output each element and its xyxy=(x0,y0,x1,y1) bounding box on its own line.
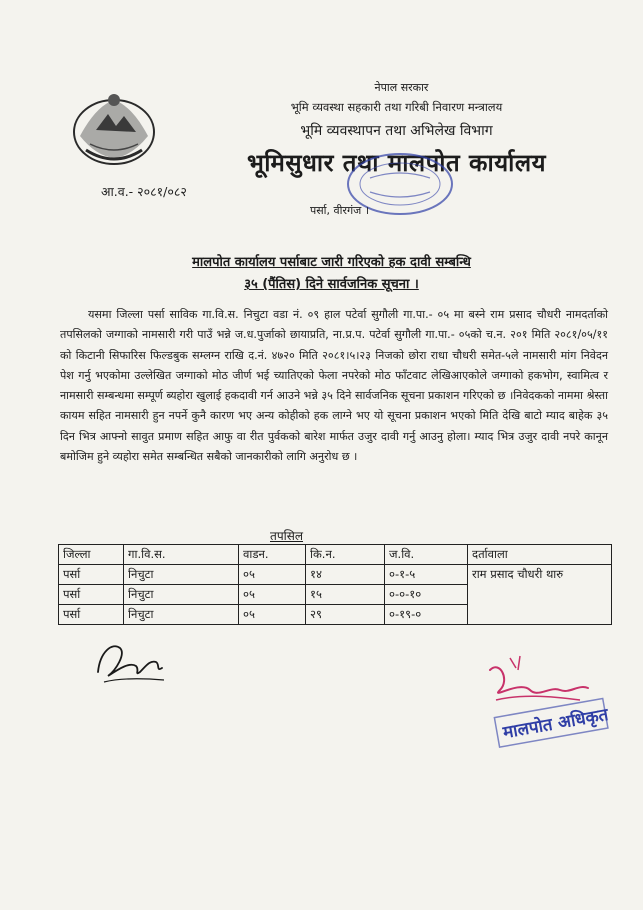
column-header-owner: दर्तावाला xyxy=(468,545,612,565)
column-header-ward: वाडन. xyxy=(239,545,306,565)
office-name: भूमिसुधार तथा मालपोत कार्यालय xyxy=(246,149,547,177)
government-name: नेपाल सरकार xyxy=(374,81,429,94)
cell-plot-number: १५ xyxy=(306,585,385,605)
cell-district: पर्सा xyxy=(59,605,124,625)
column-header-district: जिल्ला xyxy=(59,545,124,565)
cell-district: पर्सा xyxy=(59,565,124,585)
cell-vdc: निचुटा xyxy=(124,605,239,625)
fiscal-year: आ.व.- २०८१/०८२ xyxy=(101,184,187,199)
officer-stamp-signature xyxy=(460,650,610,750)
cell-area: ०-१९-० xyxy=(385,605,468,625)
signature-left xyxy=(90,632,170,688)
cell-vdc: निचुटा xyxy=(124,565,239,585)
cell-ward: ०५ xyxy=(239,605,306,625)
cell-ward: ०५ xyxy=(239,565,306,585)
column-header-plot-number: कि.न. xyxy=(306,545,385,565)
notice-title-line-1: मालपोत कार्यालय पर्साबाट जारी गरिएको हक दावी सम्बन्धि xyxy=(192,255,471,270)
ministry-name: भूमि व्यवस्था सहकारी तथा गरिबी निवारण मन्त्रालय xyxy=(290,100,503,114)
notice-body: यसमा जिल्ला पर्सा साविक गा.वि.स. निचुटा वडा नं. ०९ हाल पटेर्वा सुगौली गा.पा.- ०५ मा बस्ने राम प्रसाद चौधरी नामदर्ताको तपसिलको जग्गाको नामसारी गरी पाउँ भन्ने ज.ध.पुर्जाको छायाप्रति, ना.प्र.प. पटेर्वा सुगौली गा.पा.- ०५को च.न. २०१ मिति २०८१/०५/११ को किटानी सिफारिस फिल्डबुक सम्लग्न राखि द.नं. ४७२० मिति २०८१।५।२३ निजको छोरा राधा चौधरी समेत-५ले नामसारी मांग निवेदन पेश गर्नु भएकोमा उल्लेखित जग्गाको मोठ जीर्ण भई च्यातिएको फेला नपरेको मोठ फाँटवाट लेखिआएकोले जग्गाको हकभोग, स्वामित्व र नामसारी सम्बन्धमा सम्पूर्ण ब्यहोरा खुलाई हकदावी गर्न आउने भन्ने ३५ दिने सार्वजनिक सूचना प्रकाशन गरिएको छ ।निवेदकको नाममा श्रेस्ता कायम सहित नामसारी हुन नपर्ने कुनै कारण भए अन्य कोहीको हक लाग्ने भए यो सूचना प्रकाशन भएको मिति देखि बाटो म्याद बाहेक ३५ दिन भित्र आफ्नो सावुत प्रमाण सहित आफु वा रीत पुर्वकको बारेश मार्फत उजुर दावी गर्नु आउनु होला। म्याद भित्र उजुर दावी नपरे कानून बमोजिम हुने व्यहोरा समेत सम्बन्धित सबैको जानकारीको लागि अनुरोध छ । xyxy=(60,308,608,464)
cell-owner: राम प्रसाद चौधरी थारु xyxy=(468,565,612,625)
cell-district: पर्सा xyxy=(59,585,124,605)
stamp-text: मालपोत अधिकृत xyxy=(501,704,610,744)
office-location: पर्सा, वीरगंज । xyxy=(310,204,370,217)
department-name: भूमि व्यवस्थापन तथा अभिलेख विभाग xyxy=(300,123,493,139)
column-header-vdc: गा.वि.स. xyxy=(124,545,239,565)
nepal-emblem-icon xyxy=(66,86,162,170)
table-caption: तपसिल xyxy=(270,529,304,543)
cell-plot-number: १४ xyxy=(306,565,385,585)
table-row xyxy=(59,565,612,585)
cell-vdc: निचुटा xyxy=(124,585,239,605)
cell-ward: ०५ xyxy=(239,585,306,605)
cell-plot-number: २९ xyxy=(306,605,385,625)
land-details-table xyxy=(58,544,612,625)
cell-area: ०-१-५ xyxy=(385,565,468,585)
cell-area: ०-०-१० xyxy=(385,585,468,605)
column-header-area: ज.वि. xyxy=(385,545,468,565)
notice-title-line-2: ३५ (पैंतिस) दिने सार्वजनिक सूचना । xyxy=(244,277,419,292)
table-header-row xyxy=(59,545,612,565)
